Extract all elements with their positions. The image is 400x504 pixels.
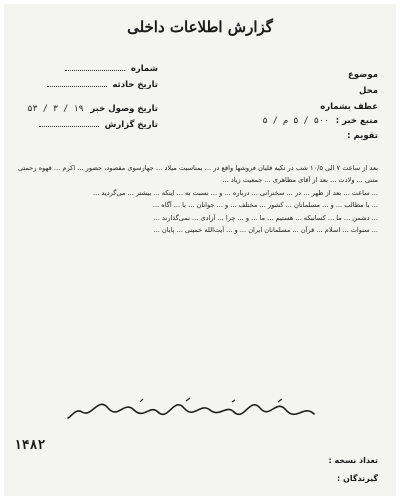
handwritten-signature xyxy=(64,396,324,428)
field-source xyxy=(263,116,378,126)
field-number xyxy=(65,64,158,74)
body-paragraph: ... با مطالب ... و ... مسلمانان ... کشور ... مختلف ... و ... جوانان ... با ... آگاه ... xyxy=(152,201,378,210)
field-label: تاریخ حادثه xyxy=(112,80,158,90)
field-label: محل xyxy=(359,86,378,96)
body-paragraph: ... سنوات ... اسلام ... قرآن ... مسلمانان ایران ... و ... آیت‌الله خمینی ... پایان ... xyxy=(153,226,378,235)
field-value: ۵۰۰ / ۵ م / ۵ xyxy=(262,116,330,126)
field-label: عطف بشماره xyxy=(320,102,378,112)
field-label: تاریخ گزارش xyxy=(104,120,158,130)
field-label: شماره xyxy=(130,64,158,74)
field-received-date xyxy=(27,104,158,114)
field-reference-number xyxy=(320,102,378,112)
body-paragraph: بعد از ساعت ۷ الی ۱۰/۵ شب در تکیه قلیان فروشها واقع در ... بمناسبت میلاد ... جهارسوی مقصود، حضور ... اکرم ... قهوه رحمتی متنی ... ولادت ... بعد از آقای مظاهری ... جمعیت زیاد ... xyxy=(18,164,379,185)
field-incident-date xyxy=(47,80,158,90)
field-label: تاریخ وصول خبر xyxy=(90,104,158,114)
dotted-line xyxy=(47,85,107,87)
body-paragraph: ... دشمن ... ما ... کسانیکه ... هستیم ... ما ... و ... چرا ... آزادی ... نمی‌گذارند ... xyxy=(153,213,378,222)
report-body xyxy=(18,162,378,236)
field-label: موضوع xyxy=(348,70,378,80)
document-title: گزارش اطلاعات داخلی xyxy=(127,18,273,36)
field-label: تقویم : xyxy=(347,131,378,141)
body-paragraph: ... ساعت ... بعد از ظهر ... در ... سخنرانی ... درباره ... و ... نسبت به ... اینکه ... بیشتر ... می‌گردید ... xyxy=(93,188,378,197)
field-label: گیرندگان : xyxy=(337,474,378,483)
field-report-date xyxy=(39,120,158,130)
field-copies xyxy=(328,456,378,465)
field-location xyxy=(359,86,378,96)
field-label: منبع خبر : xyxy=(335,116,378,126)
dotted-line xyxy=(39,125,99,127)
field-evaluation xyxy=(347,131,378,141)
document-number: ۱۴۸۲ xyxy=(14,438,46,453)
field-label: تعداد نسخه : xyxy=(328,456,378,465)
field-subject xyxy=(348,70,378,80)
field-value: ۱۹ / ۳ / ۵۳ xyxy=(27,104,84,114)
dotted-line xyxy=(65,69,125,71)
field-recipients xyxy=(337,474,378,483)
document-page xyxy=(4,4,396,496)
